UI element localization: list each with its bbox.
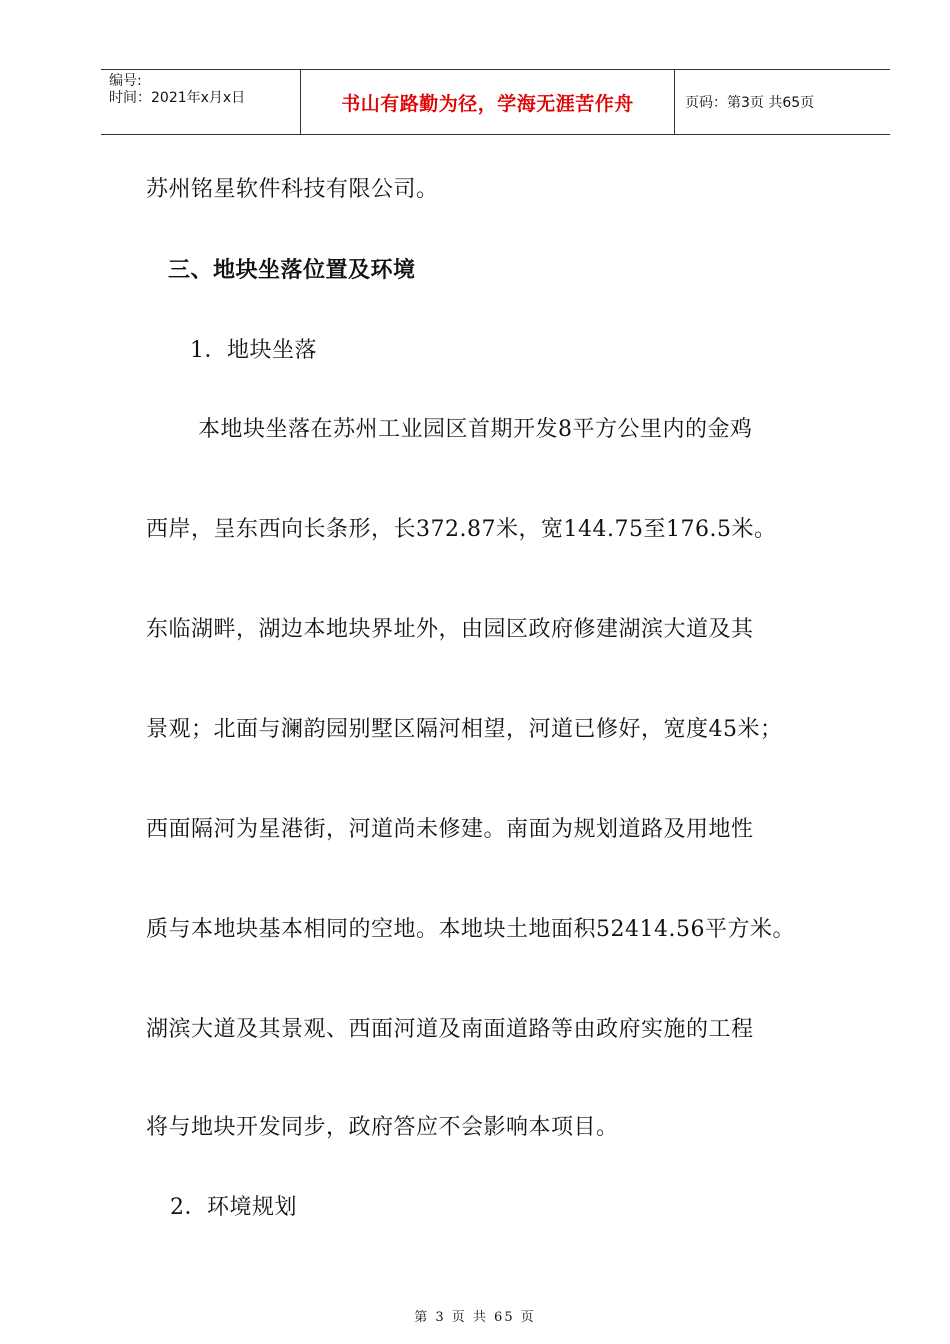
page-footer: 第 3 页 共 65 页	[414, 1310, 536, 1325]
subsection-heading: 2．环境规划	[170, 1195, 297, 1220]
paragraph-line: 景观；北面与澜韵园别墅区隔河相望，河道已修好，宽度45米；	[146, 717, 783, 742]
header-page-info: 页码：第3页 共65页	[685, 95, 815, 111]
header-meta	[101, 70, 301, 134]
paragraph-line: 西岸，呈东西向长条形，长372.87米，宽144.75至176.5米。	[146, 517, 777, 542]
header-motto: 书山有路勤为径，学海无涯苦作舟	[301, 70, 675, 134]
document-number-label: 编号:	[109, 73, 142, 89]
paragraph-line: 本地块坐落在苏州工业园区首期开发8平方公里内的金鸡	[198, 417, 753, 442]
paragraph-line: 湖滨大道及其景观、西面河道及南面道路等由政府实施的工程	[146, 1017, 754, 1042]
document-time-label: 时间：2021年x月x日	[109, 90, 246, 106]
paragraph-line: 质与本地块基本相同的空地。本地块土地面积52414.56平方米。	[146, 917, 795, 942]
paragraph-line: 东临湖畔，湖边本地块界址外，由园区政府修建湖滨大道及其	[146, 617, 754, 642]
paragraph-line: 将与地块开发同步，政府答应不会影响本项目。	[146, 1115, 619, 1140]
section-heading: 三、地块坐落位置及环境	[168, 258, 416, 283]
paragraph-line: 西面隔河为星港街，河道尚未修建。南面为规划道路及用地性	[146, 817, 754, 842]
page-header	[101, 69, 890, 135]
body-line: 苏州铭星软件科技有限公司。	[146, 177, 439, 202]
subsection-heading: 1．地块坐落	[190, 338, 317, 363]
